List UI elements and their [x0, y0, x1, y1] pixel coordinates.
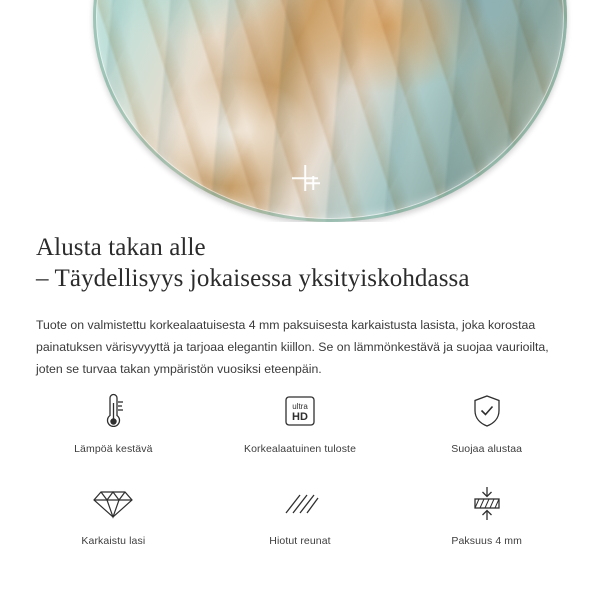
feature-label: Lämpöä kestävä — [74, 443, 153, 455]
text-content — [36, 232, 576, 380]
feature-item-polished-edges — [207, 482, 394, 560]
diamond-icon — [92, 482, 134, 526]
feature-label: Hiotut reunat — [269, 535, 331, 547]
thickness-icon — [468, 482, 506, 526]
svg-text:HD: HD — [292, 411, 308, 423]
feature-grid — [20, 390, 580, 560]
feature-label: Paksuus 4 mm — [451, 535, 522, 547]
svg-text:ultra: ultra — [292, 402, 308, 411]
feature-item-surface-protection — [393, 390, 580, 468]
feature-label: Suojaa alustaa — [451, 443, 523, 455]
feature-item-thickness — [393, 482, 580, 560]
thermometer-icon — [96, 390, 130, 434]
body-paragraph: Tuote on valmistettu korkealaatuisesta 4 mm paksuisesta karkaistusta lasista, joka korostaa painatuksen värisyvyyttä ja tarjoaa elegantin kiillon. Se on lämmönkestävä ja suojaa vaurioilta, joten se turvaa takan ympäristön vuosiksi eteenpäin. — [36, 318, 549, 376]
ultra-hd-icon — [280, 390, 320, 434]
feature-label: Karkaistu lasi — [81, 535, 146, 547]
feature-label: Korkealaatuinen tuloste — [243, 443, 357, 455]
glass-disc-artwork — [93, 0, 567, 222]
headline-line-1: Alusta takan alle — [36, 234, 206, 261]
feature-item-tempered-glass — [20, 482, 207, 560]
polished-edges-icon — [280, 482, 320, 526]
shield-check-icon — [470, 390, 504, 434]
page-title — [36, 232, 576, 294]
hero-image — [0, 0, 600, 222]
feature-item-heat-resistant — [20, 390, 207, 468]
feature-item-high-quality-print — [207, 390, 394, 468]
headline-line-2: – Täydellisyys jokaisessa yksityiskohdassa — [36, 265, 470, 292]
